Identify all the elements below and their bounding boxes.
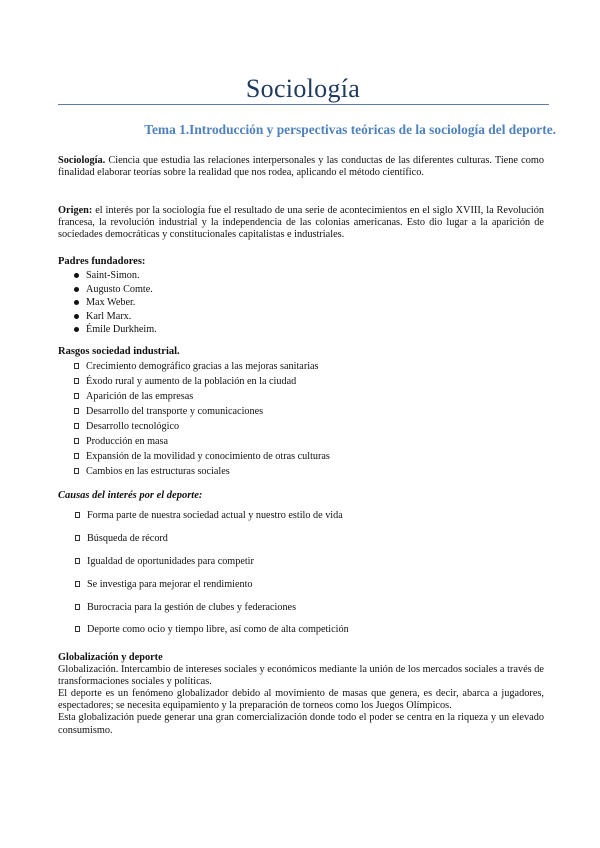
list-item: Igualdad de oportunidades para competir [0,555,600,578]
list-item: Éxodo rural y aumento de la población en la ciudad [0,375,600,390]
checkbox-icon [74,438,79,444]
checkbox-icon [74,468,79,474]
section-subtitle: Tema 1.Introducción y perspectivas teóricas de la sociología del deporte. [144,122,556,137]
list-item: Desarrollo tecnológico [0,420,600,435]
founders-list [0,269,600,337]
checkbox-icon [74,453,79,459]
list-item: Deporte como ocio y tiempo libre, así como de alta competición [0,623,600,646]
bullet-icon [74,287,79,292]
checkbox-icon [74,408,79,414]
checkbox-icon [75,626,80,632]
checkbox-icon [75,581,80,587]
title-divider [58,104,549,105]
origin-text: el interés por la sociología fue el resultado de una serie de acontecimientos en el siglo XVIII, la Revolución francesa, la revolución industrial y la independencia de las colonias americanas. Esto dio lugar a la aparición de sociedades democráticas y constitucionales capitalistas e industriales. [58,205,544,241]
definition-text: Ciencia que estudia las relaciones interpersonales y las conductas de las diferentes culturas. Tiene como finalidad elaborar teorías sobre la realidad que nos rodea, aplicando el método científico. [58,155,544,179]
bullet-icon [74,327,79,332]
definition-paragraph [58,155,544,179]
definition-term: Sociología. [58,155,106,166]
globalization-paragraph-2: El deporte es un fenómeno globalizador debido al movimiento de masas que genera, es decir, abarca a jugadores, espectadores; se necesita equipamiento y la preparación de torneos como los Juegos Olímpicos. [58,688,544,712]
list-item: Producción en masa [0,435,600,450]
bullet-icon [74,273,79,278]
list-item: Forma parte de nuestra sociedad actual y nuestro estilo de vida [0,509,600,532]
checkbox-icon [74,378,79,384]
checkbox-icon [74,423,79,429]
bullet-icon [74,300,79,305]
list-item: Burocracia para la gestión de clubes y federaciones [0,601,600,624]
list-item: Saint-Simon. [0,269,600,283]
list-item: Crecimiento demográfico gracias a las mejoras sanitarias [0,360,600,375]
checkbox-icon [74,363,79,369]
globalization-heading: Globalización y deporte [58,652,163,663]
list-item: Expansión de la movilidad y conocimiento de otras culturas [0,450,600,465]
page-title: Sociología [245,74,361,103]
origin-term: Origen: [58,205,93,216]
sport-interest-list [0,509,600,646]
list-item: Augusto Comte. [0,283,600,297]
checkbox-icon [75,604,80,610]
list-item: Aparición de las empresas [0,390,600,405]
bullet-icon [74,314,79,319]
globalization-paragraph-1: Globalización. Intercambio de intereses sociales y económicos mediante la unión de los mercados sociales a través de transformaciones sociales y políticas. [58,664,544,688]
industrial-list [0,360,600,480]
sport-interest-heading: Causas del interés por el deporte: [58,490,203,501]
list-item: Desarrollo del transporte y comunicaciones [0,405,600,420]
list-item: Émile Durkheim. [0,323,600,337]
globalization-paragraph-3: Esta globalización puede generar una gran comercialización donde todo el poder se centra en la riqueza y un elevado consumismo. [58,712,544,736]
checkbox-icon [75,558,80,564]
list-item: Se investiga para mejorar el rendimiento [0,578,600,601]
globalization-section [58,652,544,737]
checkbox-icon [75,512,80,518]
list-item: Max Weber. [0,296,600,310]
list-item: Cambios en las estructuras sociales [0,465,600,480]
checkbox-icon [75,535,80,541]
origin-paragraph [58,205,544,241]
founders-heading: Padres fundadores: [58,256,146,267]
industrial-heading: Rasgos sociedad industrial. [58,346,180,357]
list-item: Karl Marx. [0,310,600,324]
list-item: Búsqueda de récord [0,532,600,555]
checkbox-icon [74,393,79,399]
